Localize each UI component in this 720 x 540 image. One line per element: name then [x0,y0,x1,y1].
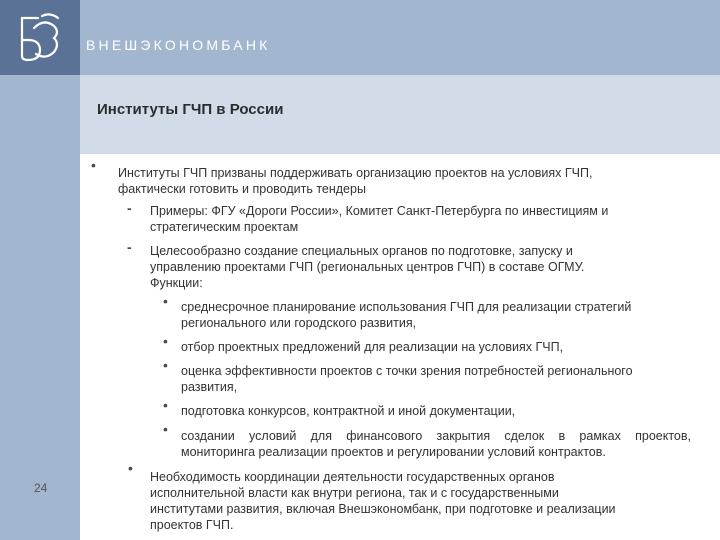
sub-bullet-text: стратегическим проектам [150,220,299,234]
sub-bullet-text: Функции: [150,276,203,290]
bullet-text: исполнительной власти как внутри региона, так и с государственными [150,486,559,500]
sub-bullet-text: Целесообразно создание специальных органов по подготовке, запуску и [150,244,573,258]
sub-bullet-text: Примеры: ФГУ «Дороги России», Комитет Санкт-Петербурга по инвестициям и [150,204,609,218]
bullet-marker: • [163,357,168,373]
function-text: регионального или городского развития, [181,316,417,330]
bullet-text: Институты ГЧП призваны поддерживать организацию проектов на условиях ГЧП, [118,166,593,180]
sub-bullet-text: управлению проектами ГЧП (региональных центров ГЧП) в составе ОГМУ. [150,260,585,274]
bullet-marker: • [163,333,168,349]
function-text: мониторинга реализации проектов и регулировании условий контрактов. [181,445,606,459]
bullet-marker: • [128,460,133,476]
bullet-text: Необходимость координации деятельности государственных органов [150,470,555,484]
page-number: 24 [34,481,48,495]
bullet-marker: • [91,157,96,173]
bullet-text: проектов ГЧП. [150,518,234,532]
bullet-text: фактически готовить и проводить тендеры [118,182,366,196]
bank-name: ВНЕШЭКОНОМБАНК [86,37,271,53]
function-text: среднесрочное планирование использования ГЧП для реализации стратегий [181,300,632,314]
bullet-marker: • [163,421,168,437]
function-text: оценка эффективности проектов с точки зрения потребностей регионального [181,364,633,378]
page-title: Институты ГЧП в России [97,101,284,118]
dash-marker: - [127,239,132,255]
function-text: создании условий для финансового закрытия сделок в рамках проектов, [181,429,691,443]
function-text: развития, [181,380,238,394]
function-text: отбор проектных предложений для реализации на условиях ГЧП, [181,340,564,354]
dash-marker: - [127,200,132,216]
function-text: подготовка конкурсов, контрактной и иной документации, [181,404,516,418]
bullet-marker: • [163,397,168,413]
bullet-text: институтами развития, включая Внешэкономбанк, при подготовке и реализации [150,502,616,516]
bullet-marker: • [163,293,168,309]
